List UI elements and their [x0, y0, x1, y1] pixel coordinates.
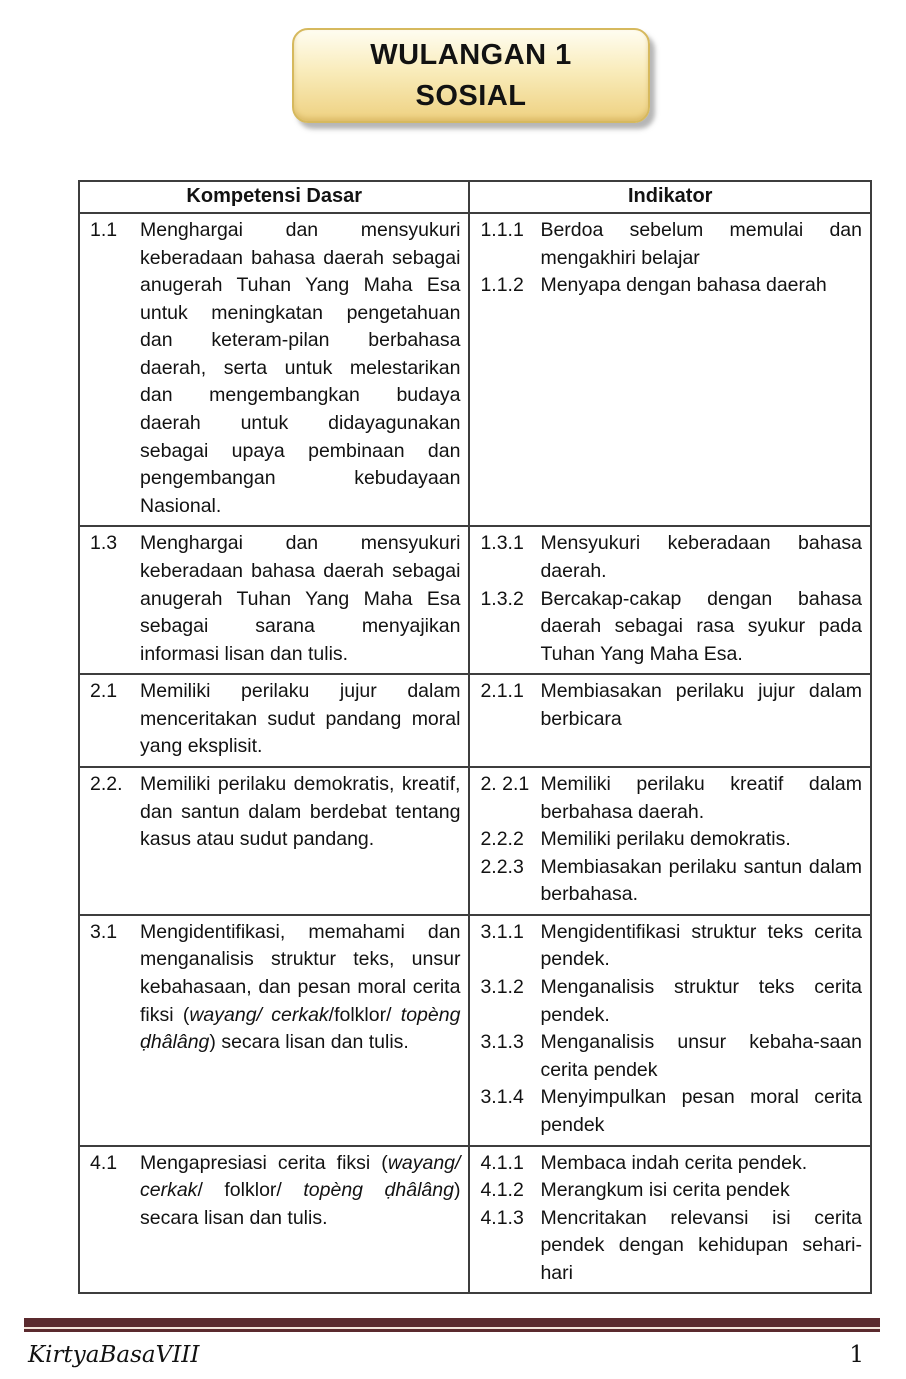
ind-item: [480, 974, 862, 1029]
item-number: 3.1.3: [480, 1031, 524, 1054]
ind-item: [480, 1150, 862, 1178]
kd-item: [90, 919, 460, 1057]
ind-item: [480, 771, 862, 826]
item-number: 2. 2.1: [480, 772, 530, 795]
ind-item: [480, 678, 862, 733]
item-number: 1.3: [90, 532, 118, 555]
table-row: [79, 767, 871, 915]
indikator-cell: [469, 674, 871, 767]
item-text: Mengidentifikasi, memahami dan menganalisis struktur teks, unsur kebahasaan, dan pesan moral cerita fiksi (wayang/ cerkak/folklor/ topèng ḍhâlâng) secara lisan dan tulis.: [140, 920, 461, 1054]
book-title: KirtyaBasaVIII: [28, 1342, 200, 1369]
table-body: [79, 213, 871, 1293]
item-text: Mencritakan relevansi isi cerita pendek dengan kehidupan sehari-hari: [540, 1206, 862, 1284]
item-text: Mengapresiasi cerita fiksi (wayang/ cerkak/ folklor/ topèng ḍhâlâng) secara lisan dan tulis.: [140, 1151, 461, 1229]
table-row: [79, 1146, 871, 1294]
item-text: Membiasakan perilaku jujur dalam berbicara: [540, 680, 862, 730]
indikator-cell: [469, 213, 871, 526]
item-number: 2.2.2: [480, 828, 524, 851]
kompetensi-dasar-cell: [79, 767, 469, 915]
kompetensi-dasar-cell: [79, 213, 469, 526]
indikator-cell: [469, 767, 871, 915]
item-text: Menyimpulkan pesan moral cerita pendek: [540, 1086, 862, 1136]
page-number: 1: [849, 1342, 864, 1369]
table-row: [79, 674, 871, 767]
item-number: 1.1: [90, 219, 118, 241]
item-number: 2.1.1: [480, 680, 524, 703]
item-text: Menyapa dengan bahasa daerah: [540, 274, 827, 297]
item-number: 1.3.1: [480, 532, 524, 555]
kd-item: [90, 530, 460, 668]
kompetensi-dasar-cell: [79, 526, 469, 674]
ind-item: [480, 586, 862, 669]
table-row: [79, 915, 871, 1146]
item-text: Memiliki perilaku jujur dalam menceritakan sudut pandang moral yang eksplisit.: [140, 680, 461, 758]
ind-item: [480, 1205, 862, 1288]
indikator-cell: [469, 915, 871, 1146]
item-number: 4.1.3: [480, 1206, 524, 1229]
ind-item: [480, 1029, 862, 1084]
item-text: Menganalisis struktur teks cerita pendek.: [540, 976, 862, 1026]
footer-rule: [24, 1318, 880, 1333]
item-text: Memiliki perilaku kreatif dalam berbahasa daerah.: [540, 772, 862, 823]
table-row: [79, 526, 871, 674]
chapter-title-line2: SOSIAL: [415, 80, 527, 112]
item-number: 2.2.: [90, 772, 123, 795]
item-text: Menghargai dan mensyukuri keberadaan bahasa daerah sebagai anugerah Tuhan Yang Maha Esa sebagai sarana menyajikan informasi lisan dan tulis.: [140, 532, 461, 665]
item-text: Membiasakan perilaku santun dalam berbahasa.: [540, 855, 862, 906]
item-text: Membaca indah cerita pendek.: [540, 1151, 808, 1174]
item-number: 4.1.2: [480, 1179, 524, 1202]
item-number: 2.1: [90, 680, 118, 703]
chapter-title-box: [292, 28, 650, 123]
item-number: 3.1: [90, 920, 118, 943]
ind-item: [480, 217, 862, 272]
kompetensi-dasar-cell: [79, 674, 469, 767]
item-text: Memiliki perilaku demokratis.: [540, 828, 791, 851]
item-number: 4.1.1: [480, 1151, 524, 1174]
competency-table: [78, 180, 872, 1294]
kd-item: [90, 217, 460, 520]
item-number: 1.1.1: [480, 219, 524, 241]
item-text: Mensyukuri keberadaan bahasa daerah.: [540, 532, 862, 582]
item-number: 4.1: [90, 1151, 118, 1174]
ind-item: [480, 1177, 862, 1205]
ind-item: [480, 854, 862, 909]
header-indikator: Indikator: [469, 181, 871, 213]
item-number: 2.2.3: [480, 855, 524, 878]
footer: [28, 1342, 864, 1368]
indikator-cell: [469, 1146, 871, 1294]
table-header-row: [79, 181, 871, 213]
item-number: 3.1.4: [480, 1086, 524, 1109]
chapter-title-line1: WULANGAN 1: [370, 39, 572, 71]
ind-item: [480, 919, 862, 974]
item-number: 3.1.1: [480, 920, 524, 943]
item-text: Mengidentifikasi struktur teks cerita pendek.: [540, 920, 862, 971]
kompetensi-dasar-cell: [79, 915, 469, 1146]
ind-item: [480, 272, 862, 300]
item-text: Menganalisis unsur kebaha-saan cerita pendek: [540, 1031, 862, 1081]
table-row: [79, 213, 871, 526]
kd-item: [90, 1150, 460, 1233]
item-text: Menghargai dan mensyukuri keberadaan bahasa daerah sebagai anugerah Tuhan Yang Maha Esa untuk meningkatan pengetahuan dan keteram-pilan berbahasa daerah, serta untuk melestarikan dan mengembangkan budaya daerah untuk didayagunakan sebagai upaya pembinaan dan pengembangan kebudayaan Nasional.: [140, 219, 461, 517]
kd-item: [90, 771, 460, 854]
item-number: 1.1.2: [480, 274, 524, 297]
item-text: Bercakap-cakap dengan bahasa daerah sebagai rasa syukur pada Tuhan Yang Maha Esa.: [540, 587, 862, 665]
ind-item: [480, 530, 862, 585]
kd-item: [90, 678, 460, 761]
item-text: Memiliki perilaku demokratis, kreatif, dan santun dalam berdebat tentang kasus atau sudut pandang.: [140, 772, 461, 851]
item-number: 3.1.2: [480, 976, 524, 999]
item-number: 1.3.2: [480, 587, 524, 610]
kompetensi-dasar-cell: [79, 1146, 469, 1294]
item-text: Berdoa sebelum memulai dan mengakhiri belajar: [540, 219, 862, 269]
item-text: Merangkum isi cerita pendek: [540, 1179, 790, 1202]
indikator-cell: [469, 526, 871, 674]
ind-item: [480, 826, 862, 854]
header-kompetensi-dasar: Kompetensi Dasar: [79, 181, 469, 213]
ind-item: [480, 1084, 862, 1139]
